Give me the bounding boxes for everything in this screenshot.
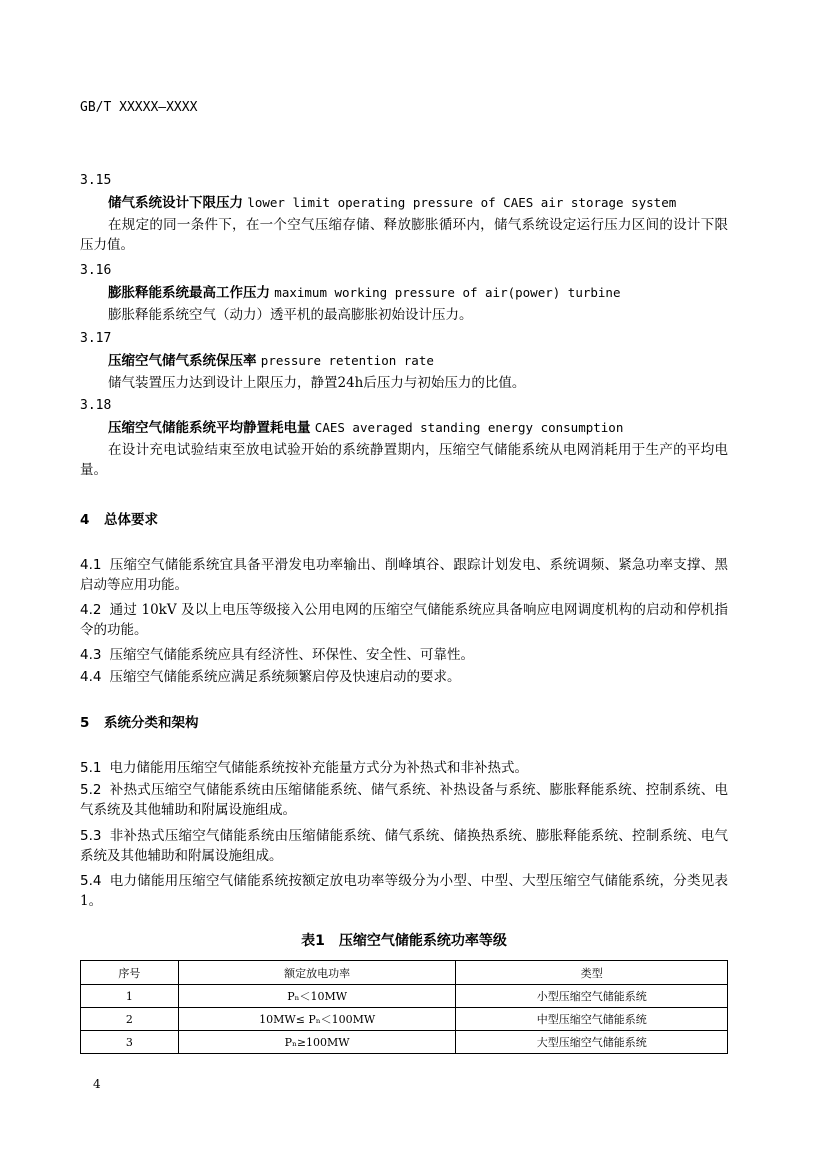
table-header-cell: 序号 — [81, 961, 179, 985]
definition-text: 在规定的同一条件下，在一个空气压缩存储、释放膨胀循环内，储气系统设定运行压力区间的设计下限压力值。 — [80, 217, 728, 253]
section-heading — [80, 510, 158, 530]
term-title — [108, 193, 676, 213]
clause-number: 3.15 — [80, 173, 112, 188]
term-title — [108, 418, 623, 438]
clause-text: 电力储能用压缩空气储能系统按额定放电功率等级分为小型、中型、大型压缩空气储能系统，分类见表 1。 — [80, 873, 728, 909]
clause — [80, 645, 728, 665]
table-cell: 中型压缩空气储能系统 — [456, 1008, 728, 1031]
clause-text: 压缩空气储能系统应满足系统频繁启停及快速启动的要求。 — [109, 669, 461, 685]
clause-text: 电力储能用压缩空气储能系统按补充能量方式分为补热式和非补热式。 — [109, 760, 528, 776]
table-row — [81, 1031, 728, 1054]
definition-text: 在设计充电试验结束至放电试验开始的系统静置期内，压缩空气储能系统从电网消耗用于生产的平均电量。 — [80, 442, 728, 478]
table-cell: 1 — [81, 985, 179, 1008]
clause-text: 通过 10kV 及以上电压等级接入公用电网的压缩空气储能系统应具备响应电网调度机构的启动和停机指令的功能。 — [80, 602, 728, 638]
clause — [80, 826, 728, 866]
clause — [80, 780, 728, 820]
term-en: maximum working pressure of air(power) turbine — [274, 285, 621, 300]
term-title — [108, 283, 620, 303]
table-cell: Pₙ≥100MW — [178, 1031, 456, 1054]
term-zh: 膨胀释能系统最高工作压力 — [108, 285, 270, 301]
term-zh: 压缩空气储能系统平均静置耗电量 — [108, 420, 311, 436]
table-cell: 10MW≤ Pₙ＜100MW — [178, 1008, 456, 1031]
page-number: 4 — [93, 1077, 101, 1091]
clause-number: 4.4 — [80, 669, 102, 685]
section-number: 4 — [80, 512, 90, 528]
table-caption: 表1 压缩空气储能系统功率等级 — [301, 933, 507, 949]
clause-number: 4.2 — [80, 602, 102, 618]
clause-number: 5.4 — [80, 873, 102, 889]
clause-number: 4.1 — [80, 557, 102, 573]
clause — [80, 758, 728, 778]
clause — [80, 871, 728, 911]
clause-number: 5.2 — [80, 782, 102, 798]
term-en: lower limit operating pressure of CAES air storage system — [247, 195, 677, 210]
clause-number: 5.3 — [80, 828, 102, 844]
definition-text: 膨胀释能系统空气（动力）透平机的最高膨胀初始设计压力。 — [108, 307, 473, 323]
term-zh: 压缩空气储气系统保压率 — [108, 353, 257, 369]
term-title — [108, 351, 434, 371]
term-en: CAES averaged standing energy consumption — [314, 420, 624, 435]
clause-number: 3.17 — [80, 331, 112, 346]
table-row — [81, 985, 728, 1008]
definition-text: 储气装置压力达到设计上限压力，静置24h后压力与初始压力的比值。 — [108, 375, 526, 391]
table-header-cell: 额定放电功率 — [178, 961, 456, 985]
clause-text: 压缩空气储能系统应具有经济性、环保性、安全性、可靠性。 — [109, 647, 474, 663]
term-zh: 储气系统设计下限压力 — [108, 195, 243, 211]
section-number: 5 — [80, 715, 90, 731]
clause-number: 5.1 — [80, 760, 102, 776]
clause-number: 4.3 — [80, 647, 102, 663]
document-id-header: GB/T XXXXX—XXXX — [80, 100, 198, 115]
table-header-row — [81, 961, 728, 985]
table-cell: 大型压缩空气储能系统 — [456, 1031, 728, 1054]
clause-text: 补热式压缩空气储能系统由压缩储能系统、储气系统、补热设备与系统、膨胀释能系统、控制系统、电气系统及其他辅助和附属设施组成。 — [80, 782, 728, 818]
clause — [80, 667, 728, 687]
power-level-table — [80, 960, 728, 1054]
section-title: 总体要求 — [104, 512, 158, 528]
section-title: 系统分类和架构 — [104, 715, 199, 731]
section-heading — [80, 713, 199, 733]
table-cell: 2 — [81, 1008, 179, 1031]
table-cell: 3 — [81, 1031, 179, 1054]
clause — [80, 600, 728, 640]
table-row — [81, 1008, 728, 1031]
clause-text: 非补热式压缩空气储能系统由压缩储能系统、储气系统、储换热系统、膨胀释能系统、控制系统、电气系统及其他辅助和附属设施组成。 — [80, 828, 728, 864]
table-cell: Pₙ＜10MW — [178, 985, 456, 1008]
clause-number: 3.18 — [80, 398, 112, 413]
term-en: pressure retention rate — [260, 353, 434, 368]
table-header-cell: 类型 — [456, 961, 728, 985]
clause-number: 3.16 — [80, 263, 112, 278]
table-cell: 小型压缩空气储能系统 — [456, 985, 728, 1008]
clause-text: 压缩空气储能系统宜具备平滑发电功率输出、削峰填谷、跟踪计划发电、系统调频、紧急功率支撑、黑启动等应用功能。 — [80, 557, 728, 593]
clause — [80, 555, 728, 595]
